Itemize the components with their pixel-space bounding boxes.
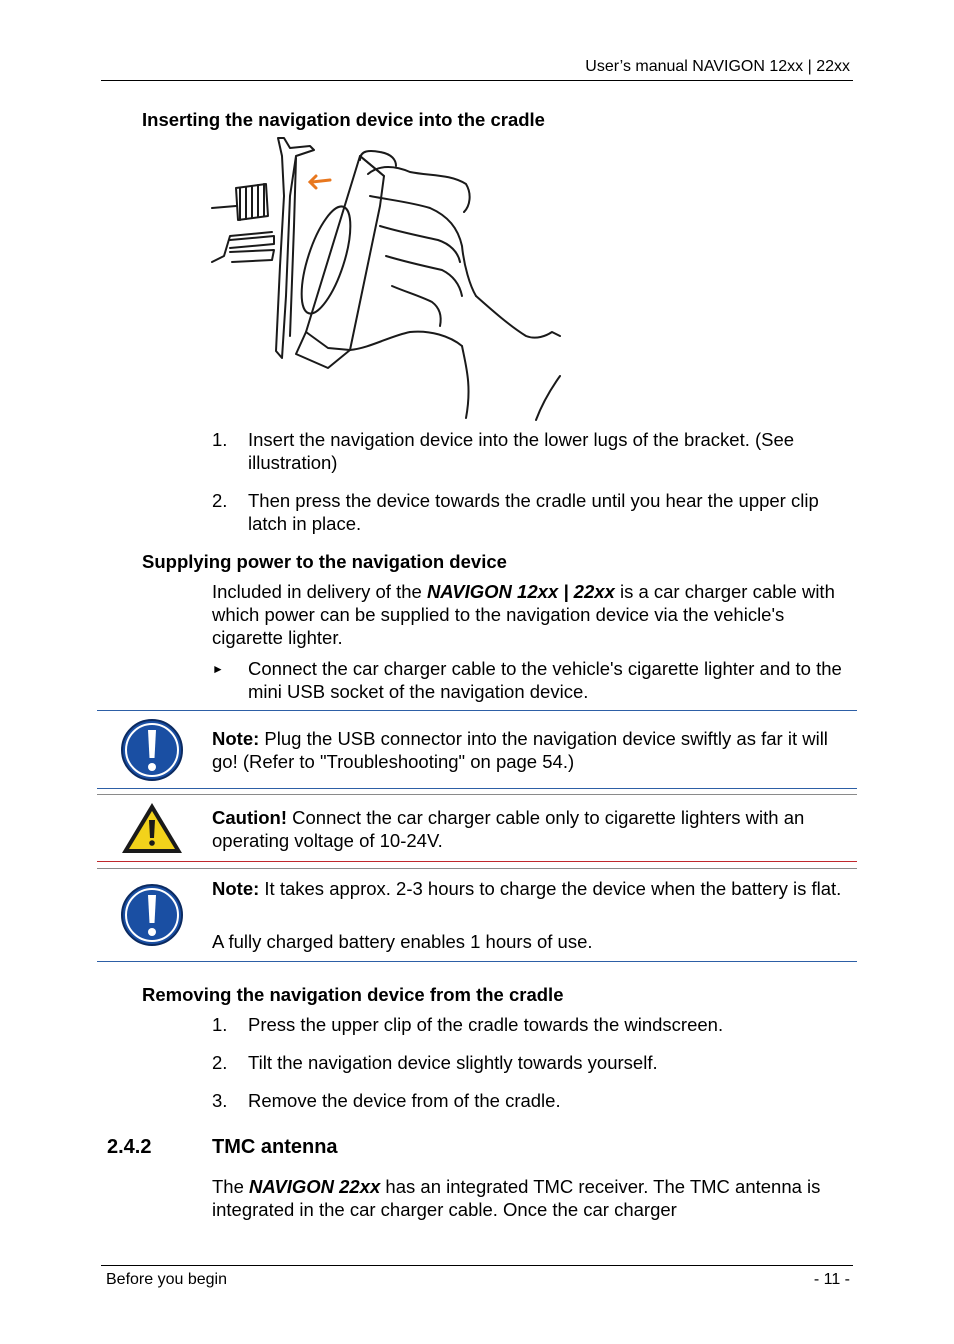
step-number: 1. (212, 429, 228, 450)
step-text: Insert the navigation device into the lower lugs of the bracket. (See illustration) (248, 429, 795, 473)
tmc-paragraph (212, 1175, 852, 1221)
note2-extra-text: A fully charged battery enables 1 hours of use. (212, 931, 593, 952)
step-number: 1. (212, 1014, 228, 1035)
note2-text (212, 877, 852, 900)
remove-step-3 (212, 1089, 852, 1112)
tmc-text-suffix: has an integrated TMC receiver. The TMC antenna is integrated in the car charger cable. Once the car charger (212, 1176, 821, 1220)
subheading-power: Supplying power to the navigation device (142, 551, 507, 572)
step-text: Press the upper clip of the cradle towards the windscreen. (248, 1014, 724, 1035)
footer-rule (101, 1265, 853, 1266)
caution-label: Caution! (212, 807, 288, 828)
step-number: 3. (212, 1090, 228, 1111)
step-number: 2. (212, 490, 228, 511)
step-text: Remove the device from of the cradle. (248, 1090, 561, 1111)
subheading-insert: Inserting the navigation device into the cradle (142, 109, 545, 130)
page-header: User’s manual NAVIGON 12xx | 22xx (585, 58, 850, 75)
caution-text (212, 806, 852, 852)
note2-top-rule (97, 868, 857, 869)
product-name: NAVIGON 12xx | 22xx (426, 581, 615, 602)
note1-top-rule (97, 710, 857, 711)
caution-warning-icon (120, 800, 184, 856)
subheading-remove: Removing the navigation device from the cradle (142, 984, 564, 1005)
product-name: NAVIGON 22xx (249, 1176, 381, 1197)
caution-bottom-rule (97, 861, 857, 862)
note-label: Note: (212, 878, 260, 899)
caution-body: Connect the car charger cable only to cigarette lighters with an operating voltage of 10-24V. (212, 807, 805, 851)
note-exclamation-icon (120, 718, 184, 782)
note1-text (212, 727, 852, 773)
note-exclamation-icon (120, 883, 184, 947)
step-text: Tilt the navigation device slightly towards yourself. (248, 1052, 658, 1073)
caution-top-rule (97, 794, 857, 795)
insert-step-1 (212, 428, 852, 474)
note-body: Plug the USB connector into the navigation device swiftly as far it will go! (Refer to "Troubleshooting" on page 54.) (212, 728, 828, 772)
power-text-suffix: is a car charger cable with which power can be supplied to the navigation device via the vehicle's cigarette lighter. (212, 581, 835, 648)
note-body: It takes approx. 2-3 hours to charge the device when the battery is flat. (259, 878, 842, 899)
section-title: TMC antenna (212, 1136, 338, 1158)
footer-chapter: Before you begin (106, 1271, 227, 1288)
bullet-text: Connect the car charger cable to the vehicle's cigarette lighter and to the mini USB socket of the navigation device. (248, 658, 842, 702)
tmc-text-prefix: The (212, 1176, 250, 1197)
section-number: 2.4.2 (107, 1136, 152, 1158)
remove-step-1 (212, 1013, 852, 1036)
page-number: - 11 - (813, 1271, 850, 1288)
power-paragraph (212, 580, 852, 649)
step-number: 2. (212, 1052, 228, 1073)
header-rule (101, 80, 853, 81)
note-label: Note: (212, 728, 260, 749)
insert-step-2 (212, 489, 852, 535)
step-text: Then press the device towards the cradle until you hear the upper clip latch in place. (248, 490, 819, 534)
cradle-insert-illustration (210, 136, 562, 424)
remove-step-2 (212, 1051, 852, 1074)
power-text-prefix: Included in delivery of the (212, 581, 427, 602)
power-bullet (212, 657, 852, 703)
note1-bottom-rule (97, 788, 857, 789)
note2-bottom-rule (97, 961, 857, 962)
bullet-arrow-icon: ► (212, 662, 224, 676)
